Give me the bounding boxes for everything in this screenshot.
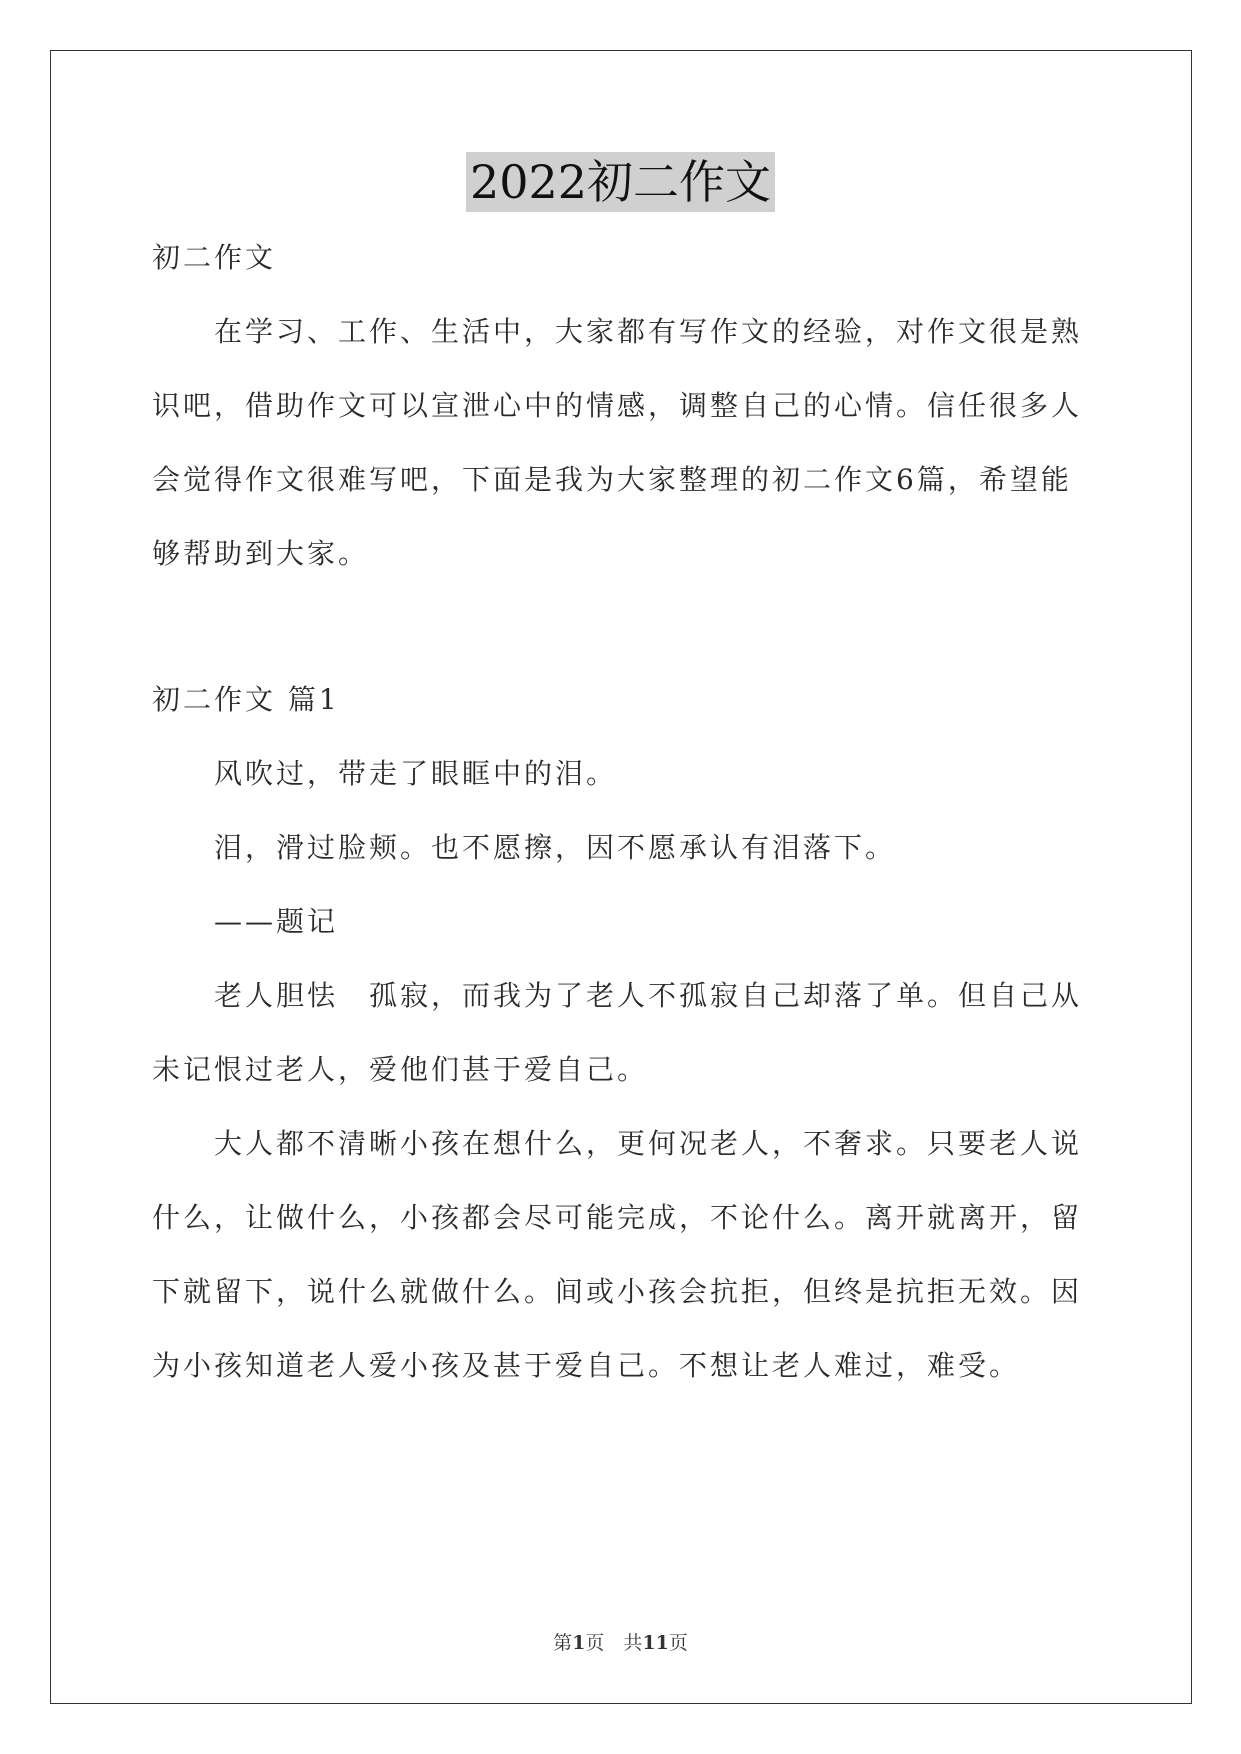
body-line-7: 什么，让做什么，小孩都会尽可能完成，不论什么。离开就离开，留 xyxy=(152,1201,1083,1234)
footer-page-suffix: 页 共 xyxy=(585,1632,643,1654)
intro-line-4: 够帮助到大家。 xyxy=(152,537,370,570)
title-wrap xyxy=(0,152,1241,212)
body-line-3: ——题记 xyxy=(214,905,339,938)
footer-page-number: 1 xyxy=(572,1632,586,1654)
body-line-5: 未记恨过老人，爱他们甚于爱自己。 xyxy=(152,1053,649,1086)
body-line-1: 风吹过，带走了眼眶中的泪。 xyxy=(214,757,618,790)
footer-total-pages: 11 xyxy=(642,1632,669,1654)
footer-prefix: 第 xyxy=(553,1632,573,1654)
page-border xyxy=(50,50,1192,1704)
body-line-9: 为小孩知道老人爱小孩及甚于爱自己。不想让老人难过，难受。 xyxy=(152,1349,1021,1382)
intro-line-3: 会觉得作文很难写吧，下面是我为大家整理的初二作文6篇，希望能 xyxy=(152,463,1072,496)
body-line-4: 老人胆怯 孤寂，而我为了老人不孤寂自己却落了单。但自己从 xyxy=(214,979,1083,1012)
body-line-8: 下就留下，说什么就做什么。间或小孩会抗拒，但终是抗拒无效。因 xyxy=(152,1275,1083,1308)
footer-total-suffix: 页 xyxy=(668,1632,688,1654)
intro-line-1: 在学习、工作、生活中，大家都有写作文的经验，对作文很是熟 xyxy=(214,315,1083,348)
page-footer xyxy=(0,1628,1241,1655)
section-heading: 初二作文 篇1 xyxy=(152,683,340,716)
body-line-2: 泪，滑过脸颊。也不愿擦，因不愿承认有泪落下。 xyxy=(214,831,897,864)
intro-line-2: 识吧，借助作文可以宣泄心中的情感，调整自己的心情。信任很多人 xyxy=(152,389,1083,422)
document-title: 2022初二作文 xyxy=(466,152,775,212)
body-line-6: 大人都不清晰小孩在想什么，更何况老人，不奢求。只要老人说 xyxy=(214,1127,1083,1160)
intro-heading: 初二作文 xyxy=(152,241,277,274)
